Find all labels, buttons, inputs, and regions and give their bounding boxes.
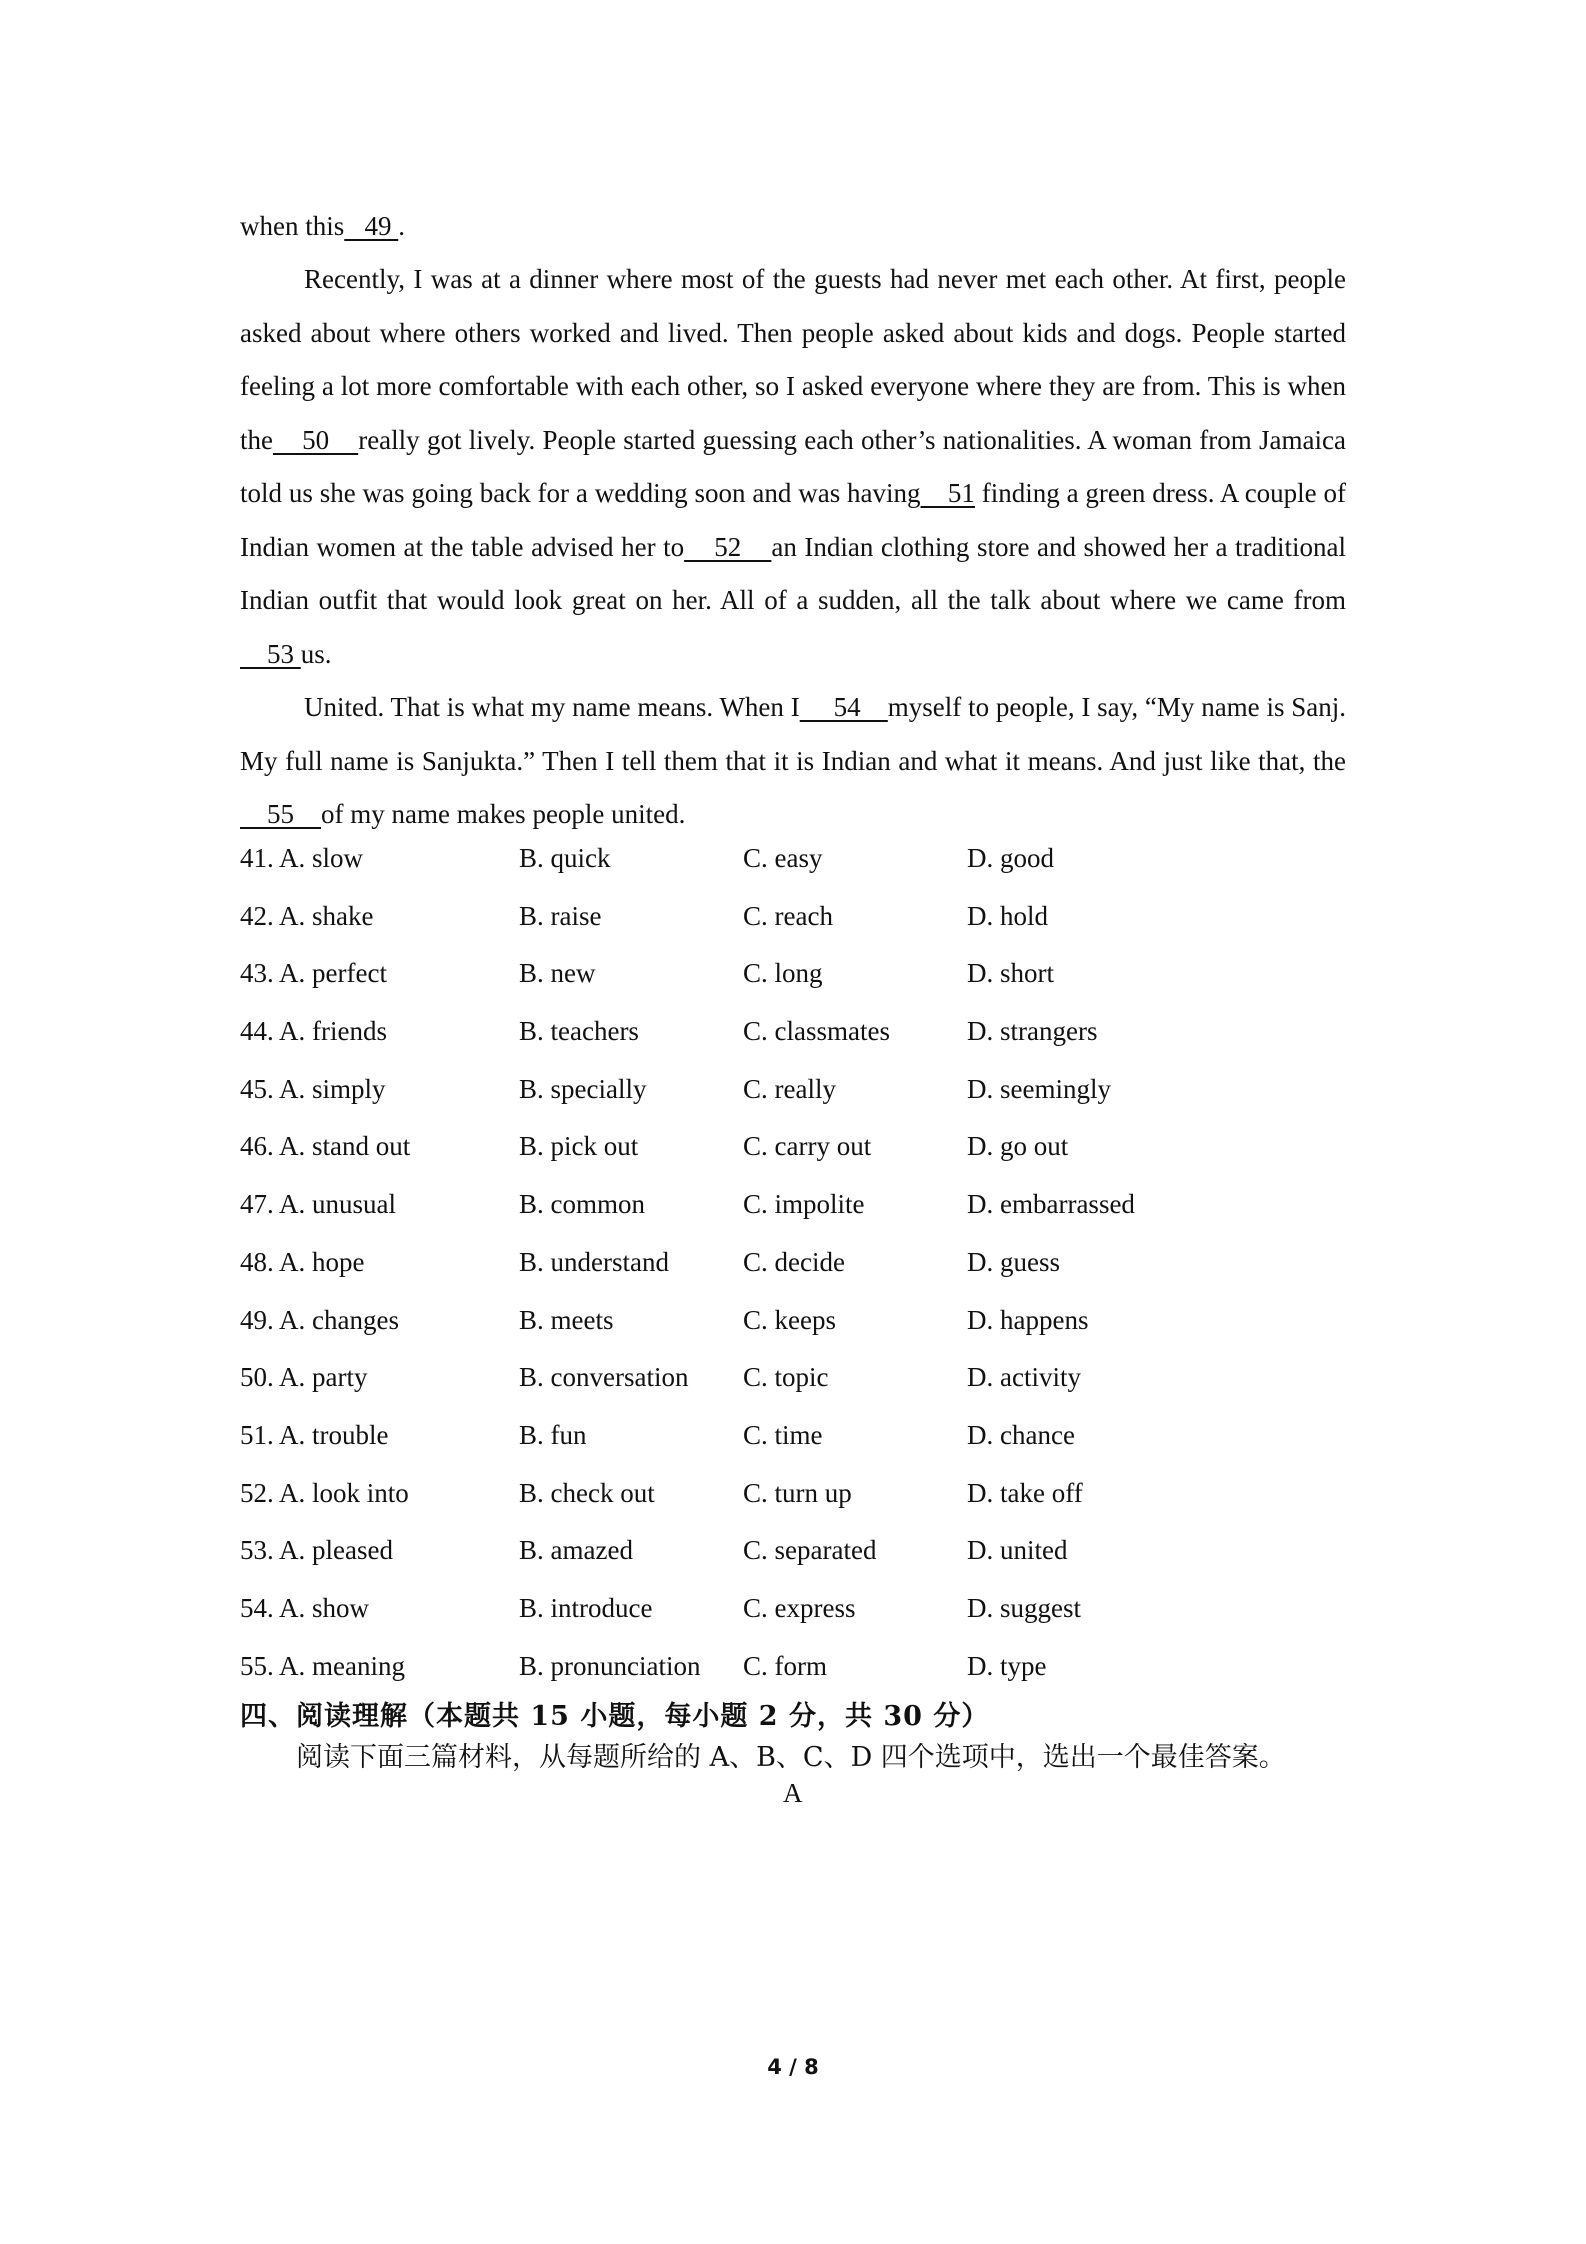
option-b: B. new (519, 958, 596, 989)
option-d: D. activity (967, 1362, 1081, 1393)
question-row (240, 945, 1346, 1003)
text-segment: us. (300, 638, 332, 669)
question-row (240, 1061, 1346, 1119)
text-segment: of my name makes people united. (321, 799, 686, 829)
option-a: 49. A. changes (240, 1304, 399, 1335)
blank-50: 50 (273, 424, 359, 455)
question-row (240, 1292, 1346, 1350)
option-d: D. go out (967, 1131, 1069, 1162)
question-row (240, 1638, 1346, 1696)
text-segment: finding a green dress. A couple of Indian women at the table advised her to (240, 478, 1346, 562)
option-d: D. hold (967, 900, 1048, 931)
option-b: B. quick (519, 843, 611, 873)
option-d: D. happens (967, 1304, 1089, 1335)
text-segment: Recently, I was at a dinner where most of the guests had never met each other. At first, people asked about where others worked and lived. Then people asked about kids and dogs. People started feeling a lot more comfortable with each other, so I asked everyone where they are from. This is when the (240, 264, 1346, 455)
option-a: 54. A. show (240, 1592, 370, 1623)
blank-49: 49 (344, 211, 399, 241)
option-c: C. turn up (743, 1477, 852, 1508)
option-b: B. teachers (519, 1016, 639, 1047)
option-d: D. good (967, 843, 1054, 873)
option-a: 48. A. hope (240, 1246, 365, 1277)
option-a: 55. A. meaning (240, 1650, 405, 1681)
option-a: 51. A. trouble (240, 1419, 389, 1450)
passage-label: A (783, 1778, 803, 1808)
option-c: C. express (743, 1592, 856, 1623)
question-row (240, 1465, 1346, 1523)
option-b: B. meets (519, 1304, 614, 1335)
blank-52: 52 (684, 531, 772, 562)
option-a: 44. A. friends (240, 1016, 387, 1047)
question-row (240, 888, 1346, 946)
option-a: 47. A. unusual (240, 1189, 397, 1220)
option-b: B. common (519, 1189, 645, 1220)
option-a: 45. A. simply (240, 1073, 386, 1104)
option-d: D. united (967, 1535, 1068, 1566)
option-c: C. separated (743, 1535, 877, 1566)
text-segment: myself to people, I say, “My name is Sanj. My full name is Sanjukta.” Then I tell them that it is Indian and what it means. And just like that, the (240, 692, 1347, 776)
option-c: C. long (743, 958, 823, 989)
option-c: C. impolite (743, 1189, 865, 1220)
option-c: C. topic (743, 1362, 829, 1393)
section-title: 四、阅读理解（本题共 15 小题，每小题 2 分，共 30 分） (240, 1701, 990, 1732)
text-segment: United. That is what my name means. When I (304, 692, 800, 722)
option-d: D. take off (967, 1477, 1083, 1508)
blank-53: 53 (240, 638, 301, 669)
option-b: B. conversation (519, 1362, 689, 1393)
option-c: C. easy (743, 843, 823, 873)
option-b: B. raise (519, 900, 602, 931)
option-d: D. chance (967, 1419, 1075, 1450)
option-d: D. seemingly (967, 1073, 1111, 1104)
question-row (240, 1349, 1346, 1407)
option-d: D. guess (967, 1246, 1060, 1277)
option-c: C. carry out (743, 1131, 872, 1162)
option-c: C. decide (743, 1246, 845, 1277)
option-a: 43. A. perfect (240, 958, 387, 989)
option-a: 46. A. stand out (240, 1131, 411, 1162)
text-segment: when this (240, 211, 345, 241)
question-row (240, 1176, 1346, 1234)
paragraph-dinner (240, 253, 1346, 681)
option-b: B. check out (519, 1477, 655, 1508)
option-d: D. type (967, 1650, 1047, 1681)
text-segment: an Indian clothing store and showed her a traditional Indian outfit that would look great on her. All of a sudden, all the talk about where we came from (240, 531, 1346, 615)
option-a: 53. A. pleased (240, 1535, 393, 1566)
option-c: C. time (743, 1419, 823, 1450)
question-row (240, 1234, 1346, 1292)
section-instruction: 阅读下面三篇材料，从每题所给的 A、B、C、D 四个选项中，选出一个最佳答案。 (296, 1742, 1286, 1773)
question-row (240, 1118, 1346, 1176)
option-a: 50. A. party (240, 1362, 368, 1393)
option-d: D. suggest (967, 1592, 1081, 1623)
text-segment: really got lively. People started guessing each other’s nationalities. A woman from Jamaica told us she was going back for a wedding soon and was having (240, 424, 1346, 508)
paragraph-united (240, 681, 1346, 842)
answer-options (240, 830, 1346, 1695)
question-row (240, 830, 1346, 888)
question-row (240, 1407, 1346, 1465)
option-b: B. pick out (519, 1131, 639, 1162)
question-row (240, 1580, 1346, 1638)
blank-55: 55 (240, 799, 321, 829)
option-c: C. keeps (743, 1304, 836, 1335)
option-d: D. strangers (967, 1016, 1098, 1047)
option-b: B. fun (519, 1419, 587, 1450)
option-b: B. amazed (519, 1535, 633, 1566)
option-b: B. introduce (519, 1592, 653, 1623)
option-a: 52. A. look into (240, 1477, 409, 1508)
option-b: B. understand (519, 1246, 669, 1277)
option-c: C. form (743, 1650, 827, 1681)
passage-line-49 (240, 200, 1346, 254)
blank-51: 51 (920, 478, 975, 508)
question-row (240, 1522, 1346, 1580)
page-number: 4 / 8 (767, 2055, 819, 2079)
option-c: C. reach (743, 900, 833, 931)
option-b: B. specially (519, 1073, 647, 1104)
option-c: C. really (743, 1073, 836, 1104)
blank-54: 54 (799, 692, 888, 722)
option-d: D. embarrassed (967, 1189, 1135, 1220)
option-a: 41. A. slow (240, 843, 364, 873)
option-d: D. short (967, 958, 1054, 989)
question-row (240, 1003, 1346, 1061)
option-b: B. pronunciation (519, 1650, 701, 1681)
option-a: 42. A. shake (240, 900, 374, 931)
option-c: C. classmates (743, 1016, 890, 1047)
text-segment: . (398, 211, 405, 241)
